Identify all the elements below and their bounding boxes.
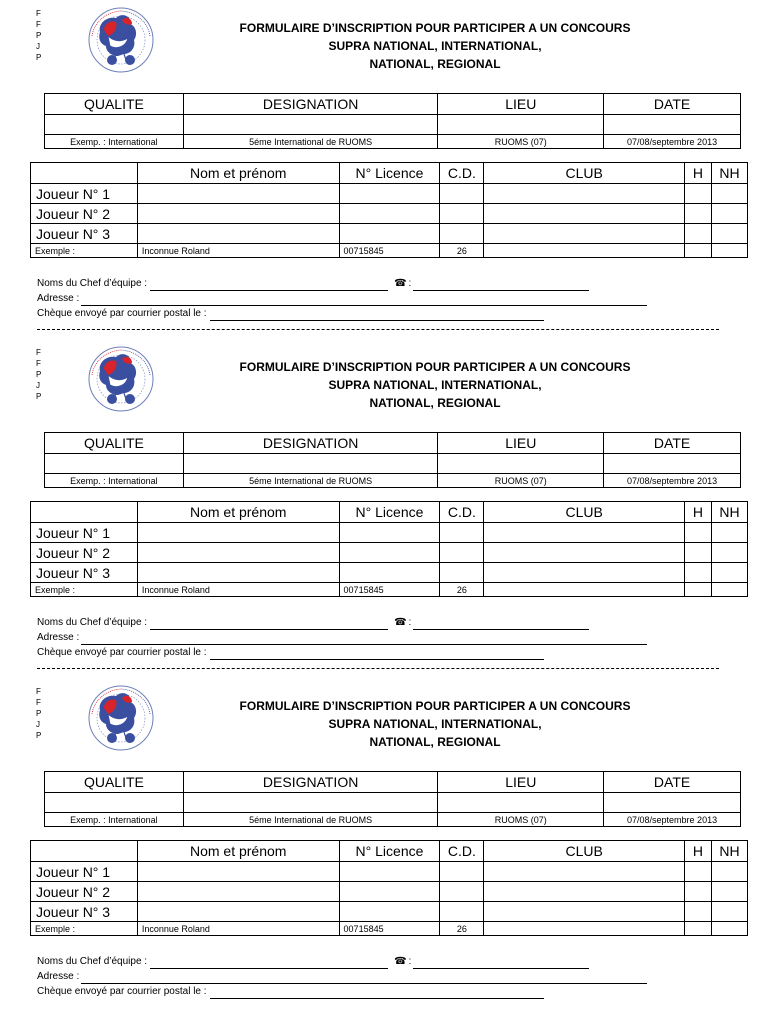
nh-input-cell[interactable] (711, 543, 747, 563)
registration-form-2 (0, 339, 770, 675)
club-input-cell[interactable] (484, 184, 685, 204)
competition-table (44, 93, 741, 149)
header-designation: DESIGNATION (183, 772, 438, 793)
qualite-input-cell[interactable] (45, 115, 184, 135)
title-line-3: NATIONAL, REGIONAL (369, 57, 501, 71)
chef-label: Noms du Chef d’équipe : (37, 617, 148, 628)
club-input-cell[interactable] (484, 224, 685, 244)
nh-input-cell[interactable] (711, 563, 747, 583)
h-input-cell[interactable] (685, 862, 712, 882)
side-letter: F (36, 348, 41, 357)
header-date: DATE (604, 94, 741, 115)
example-nh (711, 583, 747, 597)
lieu-input-cell[interactable] (438, 454, 604, 474)
contact-fields (37, 954, 647, 999)
h-input-cell[interactable] (685, 224, 712, 244)
side-letter: J (36, 42, 40, 51)
example-lieu: RUOMS (07) (438, 813, 604, 827)
example-lieu: RUOMS (07) (438, 135, 604, 149)
licence-input-cell[interactable] (339, 902, 440, 922)
player-row-2 (31, 543, 748, 563)
header-h: H (685, 502, 712, 523)
header-blank (31, 163, 138, 184)
competition-table (44, 771, 741, 827)
lieu-input-cell[interactable] (438, 115, 604, 135)
phone-colon: : (408, 617, 412, 628)
competition-table (44, 432, 741, 488)
players-table (30, 162, 748, 258)
club-input-cell[interactable] (484, 204, 685, 224)
header-nh: NH (711, 502, 747, 523)
header-licence: N° Licence (339, 502, 440, 523)
phone-input-line[interactable] (413, 958, 589, 969)
example-licence: 00715845 (339, 583, 440, 597)
header-licence: N° Licence (339, 163, 440, 184)
header-nom-prenom: Nom et prénom (137, 163, 339, 184)
example-nh (711, 922, 747, 936)
phone-input-line[interactable] (413, 280, 589, 291)
header-lieu: LIEU (438, 772, 604, 793)
side-letter: J (36, 381, 40, 390)
telephone-icon: ☎ (394, 278, 407, 289)
licence-input-cell[interactable] (339, 563, 440, 583)
cheque-label: Chèque envoyé par courrier postal le : (37, 986, 207, 997)
header-nh: NH (711, 841, 747, 862)
player-label: Joueur N° 2 (31, 882, 138, 902)
player-row-1 (31, 523, 748, 543)
side-letter: P (36, 392, 42, 401)
designation-input-cell[interactable] (183, 115, 438, 135)
example-h (685, 244, 712, 258)
player-label: Joueur N° 1 (31, 184, 138, 204)
side-letter: P (36, 31, 42, 40)
example-label: Exemple : (31, 244, 138, 258)
title-line-3: NATIONAL, REGIONAL (369, 396, 501, 410)
cheque-date-input-line[interactable] (210, 310, 544, 321)
example-nh (711, 244, 747, 258)
nh-input-cell[interactable] (711, 523, 747, 543)
players-table (30, 840, 748, 936)
club-input-cell[interactable] (484, 543, 685, 563)
title-line-2: SUPRA NATIONAL, INTERNATIONAL, (328, 378, 542, 392)
nh-input-cell[interactable] (711, 882, 747, 902)
h-input-cell[interactable] (685, 543, 712, 563)
side-letter: F (36, 20, 41, 29)
ffpjp-vertical-letters (36, 686, 48, 741)
name-input-cell[interactable] (137, 523, 339, 543)
name-input-cell[interactable] (137, 224, 339, 244)
example-designation: 5éme International de RUOMS (183, 135, 438, 149)
side-letter: F (36, 359, 41, 368)
registration-form-1 (0, 0, 770, 336)
name-input-cell[interactable] (137, 862, 339, 882)
header-lieu: LIEU (438, 433, 604, 454)
header-designation: DESIGNATION (183, 433, 438, 454)
cd-input-cell[interactable] (440, 224, 484, 244)
header-qualite: QUALITE (45, 433, 184, 454)
example-h (685, 922, 712, 936)
name-input-cell[interactable] (137, 543, 339, 563)
licence-input-cell[interactable] (339, 862, 440, 882)
form-title (200, 358, 670, 412)
date-input-cell[interactable] (604, 793, 741, 813)
header-cd: C.D. (440, 841, 484, 862)
side-letter: P (36, 731, 42, 740)
player-label: Joueur N° 3 (31, 224, 138, 244)
chef-label: Noms du Chef d’équipe : (37, 956, 148, 967)
telephone-icon: ☎ (394, 956, 407, 967)
example-licence: 00715845 (339, 244, 440, 258)
example-name: Inconnue Roland (137, 583, 339, 597)
adresse-input-line[interactable] (81, 634, 647, 645)
example-name: Inconnue Roland (137, 922, 339, 936)
header-cd: C.D. (440, 502, 484, 523)
licence-input-cell[interactable] (339, 882, 440, 902)
cd-input-cell[interactable] (440, 882, 484, 902)
chef-input-line[interactable] (150, 958, 388, 969)
contact-fields (37, 615, 647, 660)
h-input-cell[interactable] (685, 204, 712, 224)
nh-input-cell[interactable] (711, 224, 747, 244)
header-qualite: QUALITE (45, 772, 184, 793)
title-line-1: FORMULAIRE D’INSCRIPTION POUR PARTICIPER A UN CONCOURS (239, 699, 631, 713)
title-line-1: FORMULAIRE D’INSCRIPTION POUR PARTICIPER A UN CONCOURS (239, 360, 631, 374)
example-date: 07/08/septembre 2013 (604, 813, 741, 827)
adresse-input-line[interactable] (81, 295, 647, 306)
nh-input-cell[interactable] (711, 184, 747, 204)
chef-input-line[interactable] (150, 619, 388, 630)
nh-input-cell[interactable] (711, 204, 747, 224)
club-input-cell[interactable] (484, 882, 685, 902)
player-row-1 (31, 184, 748, 204)
licence-input-cell[interactable] (339, 224, 440, 244)
adresse-label: Adresse : (37, 293, 80, 304)
h-input-cell[interactable] (685, 184, 712, 204)
player-row-2 (31, 204, 748, 224)
example-row (31, 922, 748, 936)
title-line-2: SUPRA NATIONAL, INTERNATIONAL, (328, 717, 542, 731)
example-club (484, 922, 685, 936)
adresse-input-line[interactable] (81, 973, 647, 984)
cut-separator-line (37, 329, 719, 330)
adresse-label: Adresse : (37, 632, 80, 643)
side-letter: F (36, 687, 41, 696)
header-nh: NH (711, 163, 747, 184)
cd-input-cell[interactable] (440, 563, 484, 583)
cheque-date-input-line[interactable] (210, 649, 544, 660)
h-input-cell[interactable] (685, 882, 712, 902)
qualite-input-cell[interactable] (45, 454, 184, 474)
header-blank (31, 502, 138, 523)
example-row (31, 244, 748, 258)
phone-colon: : (408, 956, 412, 967)
header-nom-prenom: Nom et prénom (137, 841, 339, 862)
player-row-1 (31, 862, 748, 882)
player-row-3 (31, 902, 748, 922)
player-label: Joueur N° 1 (31, 523, 138, 543)
club-input-cell[interactable] (484, 563, 685, 583)
ffpjp-vertical-letters (36, 347, 48, 402)
ffpjp-vertical-letters (36, 8, 48, 63)
header-date: DATE (604, 433, 741, 454)
example-name: Inconnue Roland (137, 244, 339, 258)
player-label: Joueur N° 2 (31, 543, 138, 563)
example-label: Exemple : (31, 583, 138, 597)
name-input-cell[interactable] (137, 563, 339, 583)
example-club (484, 244, 685, 258)
form-title (200, 697, 670, 751)
example-date: 07/08/septembre 2013 (604, 135, 741, 149)
chef-label: Noms du Chef d’équipe : (37, 278, 148, 289)
chef-input-line[interactable] (150, 280, 388, 291)
nh-input-cell[interactable] (711, 902, 747, 922)
licence-input-cell[interactable] (339, 204, 440, 224)
example-cd: 26 (440, 583, 484, 597)
club-input-cell[interactable] (484, 902, 685, 922)
ffpjp-rooster-logo-icon (78, 680, 164, 754)
player-row-3 (31, 224, 748, 244)
club-input-cell[interactable] (484, 523, 685, 543)
h-input-cell[interactable] (685, 523, 712, 543)
nh-input-cell[interactable] (711, 862, 747, 882)
name-input-cell[interactable] (137, 204, 339, 224)
side-letter: P (36, 53, 42, 62)
example-qualite: Exemp. : International (45, 813, 184, 827)
contact-fields (37, 276, 647, 321)
cd-input-cell[interactable] (440, 902, 484, 922)
cut-separator-line (37, 668, 719, 669)
players-table (30, 501, 748, 597)
name-input-cell[interactable] (137, 882, 339, 902)
h-input-cell[interactable] (685, 563, 712, 583)
side-letter: F (36, 9, 41, 18)
player-label: Joueur N° 3 (31, 563, 138, 583)
cheque-label: Chèque envoyé par courrier postal le : (37, 308, 207, 319)
side-letter: F (36, 698, 41, 707)
date-input-cell[interactable] (604, 115, 741, 135)
header-blank (31, 841, 138, 862)
cd-input-cell[interactable] (440, 862, 484, 882)
ffpjp-rooster-logo-icon (78, 2, 164, 76)
designation-input-cell[interactable] (183, 454, 438, 474)
qualite-input-cell[interactable] (45, 793, 184, 813)
player-label: Joueur N° 1 (31, 862, 138, 882)
example-club (484, 583, 685, 597)
cheque-date-input-line[interactable] (210, 988, 544, 999)
h-input-cell[interactable] (685, 902, 712, 922)
side-letter: P (36, 709, 42, 718)
header-designation: DESIGNATION (183, 94, 438, 115)
cd-input-cell[interactable] (440, 543, 484, 563)
example-row (31, 583, 748, 597)
licence-input-cell[interactable] (339, 523, 440, 543)
side-letter: J (36, 720, 40, 729)
title-line-3: NATIONAL, REGIONAL (369, 735, 501, 749)
example-h (685, 583, 712, 597)
player-label: Joueur N° 2 (31, 204, 138, 224)
example-qualite: Exemp. : International (45, 135, 184, 149)
header-nom-prenom: Nom et prénom (137, 502, 339, 523)
header-cd: C.D. (440, 163, 484, 184)
example-licence: 00715845 (339, 922, 440, 936)
phone-colon: : (408, 278, 412, 289)
title-line-1: FORMULAIRE D’INSCRIPTION POUR PARTICIPER A UN CONCOURS (239, 21, 631, 35)
form-title (200, 19, 670, 73)
registration-form-3 (0, 678, 770, 1014)
header-club: CLUB (484, 502, 685, 523)
date-input-cell[interactable] (604, 454, 741, 474)
title-line-2: SUPRA NATIONAL, INTERNATIONAL, (328, 39, 542, 53)
lieu-input-cell[interactable] (438, 793, 604, 813)
header-lieu: LIEU (438, 94, 604, 115)
header-h: H (685, 163, 712, 184)
header-club: CLUB (484, 163, 685, 184)
example-label: Exemple : (31, 922, 138, 936)
example-cd: 26 (440, 244, 484, 258)
header-date: DATE (604, 772, 741, 793)
example-designation: 5éme International de RUOMS (183, 474, 438, 488)
licence-input-cell[interactable] (339, 184, 440, 204)
player-row-2 (31, 882, 748, 902)
name-input-cell[interactable] (137, 184, 339, 204)
example-cd: 26 (440, 922, 484, 936)
cd-input-cell[interactable] (440, 523, 484, 543)
ffpjp-rooster-logo-icon (78, 341, 164, 415)
telephone-icon: ☎ (394, 617, 407, 628)
licence-input-cell[interactable] (339, 543, 440, 563)
header-h: H (685, 841, 712, 862)
cd-input-cell[interactable] (440, 204, 484, 224)
header-club: CLUB (484, 841, 685, 862)
example-qualite: Exemp. : International (45, 474, 184, 488)
adresse-label: Adresse : (37, 971, 80, 982)
cd-input-cell[interactable] (440, 184, 484, 204)
cheque-label: Chèque envoyé par courrier postal le : (37, 647, 207, 658)
player-label: Joueur N° 3 (31, 902, 138, 922)
header-qualite: QUALITE (45, 94, 184, 115)
example-date: 07/08/septembre 2013 (604, 474, 741, 488)
player-row-3 (31, 563, 748, 583)
example-designation: 5éme International de RUOMS (183, 813, 438, 827)
club-input-cell[interactable] (484, 862, 685, 882)
header-licence: N° Licence (339, 841, 440, 862)
side-letter: P (36, 370, 42, 379)
example-lieu: RUOMS (07) (438, 474, 604, 488)
name-input-cell[interactable] (137, 902, 339, 922)
phone-input-line[interactable] (413, 619, 589, 630)
designation-input-cell[interactable] (183, 793, 438, 813)
